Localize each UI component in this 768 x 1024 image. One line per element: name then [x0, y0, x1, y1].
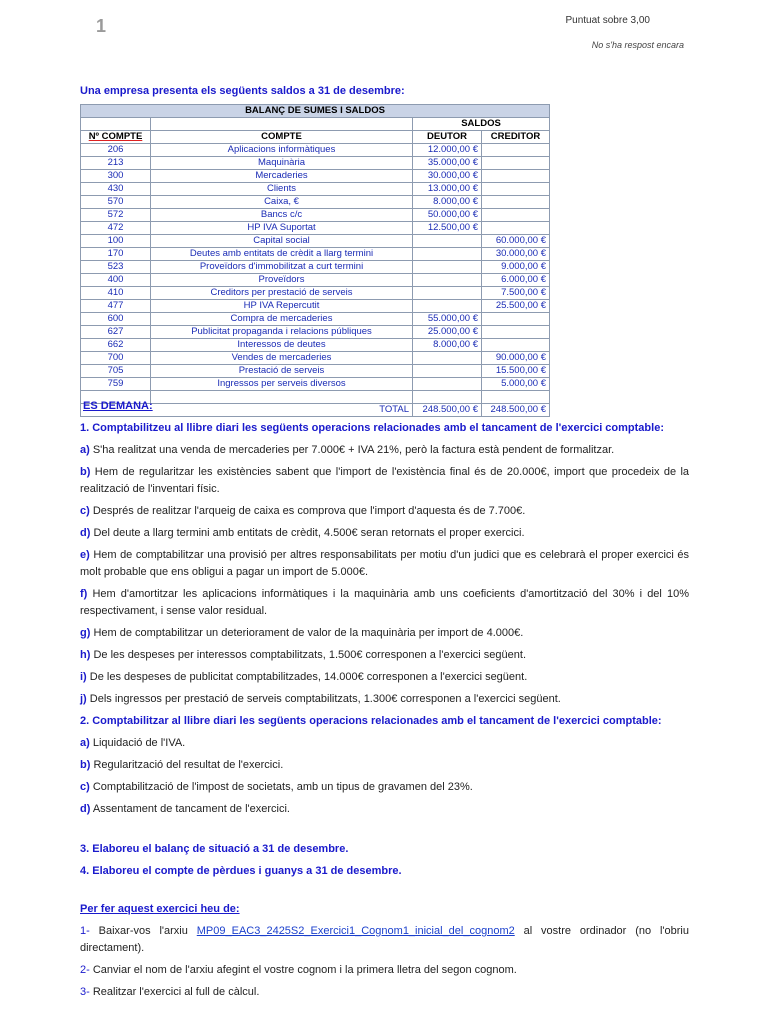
exercise-file-link[interactable]: MP09_EAC3_2425S2_Exercici1_Cognom1_inicial_del_cognom2 [196, 925, 515, 937]
table-row [81, 144, 550, 157]
credit-amount: 6.000,00 € [482, 274, 550, 287]
account-number: 570 [81, 196, 151, 209]
table-row [81, 313, 550, 326]
item-label: c) [80, 505, 90, 517]
list-item [80, 647, 689, 664]
item-text: Dels ingressos per prestació de serveis comptabilitzats, 1.300€ corresponen a l'exercici següent. [89, 693, 561, 705]
saldos-header: SALDOS [413, 118, 550, 131]
table-row [81, 300, 550, 313]
account-name: Publicitat propaganda i relacions públiques [151, 326, 413, 339]
account-number: 430 [81, 183, 151, 196]
debit-amount: 12.500,00 € [413, 222, 482, 235]
table-row [81, 235, 550, 248]
part4-heading: 4. Elaboreu el compte de pèrdues i guanys a 31 de desembre. [80, 865, 402, 877]
debit-amount [413, 300, 482, 313]
credit-amount [482, 313, 550, 326]
list-item [80, 547, 689, 581]
table-row [81, 248, 550, 261]
debit-amount [413, 365, 482, 378]
credit-amount [482, 339, 550, 352]
instructions-heading: Per fer aquest exercici heu de: [80, 903, 240, 915]
item-text: Comptabilització de l'impost de societats, amb un tipus de gravamen del 23%. [92, 781, 473, 793]
item-label: h) [80, 649, 91, 661]
debit-amount: 25.000,00 € [413, 326, 482, 339]
list-item [80, 442, 689, 459]
account-number: 410 [81, 287, 151, 300]
debit-amount: 50.000,00 € [413, 209, 482, 222]
account-number: 206 [81, 144, 151, 157]
account-name: Maquinària [151, 157, 413, 170]
balance-table [80, 104, 550, 417]
account-name: Bancs c/c [151, 209, 413, 222]
debit-amount: 8.000,00 € [413, 196, 482, 209]
list-item [80, 801, 689, 818]
account-number: 472 [81, 222, 151, 235]
item-label: j) [80, 693, 87, 705]
total-credit: 248.500,00 € [482, 404, 550, 417]
item-text: De les despeses de publicitat comptabilitzades, 14.000€ corresponen a l'exercici següent. [89, 671, 528, 683]
item-label: a) [80, 737, 90, 749]
item-text: Regularització del resultat de l'exercici. [93, 759, 284, 771]
question-body [80, 398, 689, 1006]
account-number: 705 [81, 365, 151, 378]
list-item [80, 464, 689, 498]
list-item [80, 735, 689, 752]
table-row [81, 222, 550, 235]
credit-amount: 15.500,00 € [482, 365, 550, 378]
table-row [81, 287, 550, 300]
credit-amount [482, 326, 550, 339]
debit-amount: 30.000,00 € [413, 170, 482, 183]
credit-amount: 9.000,00 € [482, 261, 550, 274]
account-number: 572 [81, 209, 151, 222]
item-label: g) [80, 627, 91, 639]
account-number: 100 [81, 235, 151, 248]
account-name: Prestació de serveis [151, 365, 413, 378]
account-name: Deutes amb entitats de crèdit a llarg termini [151, 248, 413, 261]
item-label: b) [80, 466, 91, 478]
item-label: e) [80, 549, 90, 561]
debit-amount: 13.000,00 € [413, 183, 482, 196]
account-number: 170 [81, 248, 151, 261]
debit-amount: 35.000,00 € [413, 157, 482, 170]
debit-amount [413, 248, 482, 261]
credit-amount [482, 183, 550, 196]
es-demana-heading: ES DEMANA: [83, 400, 153, 412]
credit-amount [482, 170, 550, 183]
account-name: Mercaderies [151, 170, 413, 183]
account-number: 662 [81, 339, 151, 352]
item-label: d) [80, 527, 91, 539]
credit-amount: 30.000,00 € [482, 248, 550, 261]
debit-amount [413, 261, 482, 274]
credit-amount [482, 157, 550, 170]
item-label: a) [80, 444, 90, 456]
total-label: TOTAL [151, 404, 413, 417]
table-row [81, 274, 550, 287]
credit-amount [482, 222, 550, 235]
item-text: S'ha realitzat una venda de mercaderies per 7.000€ + IVA 21%, però la factura està pendent de formalitzar. [92, 444, 615, 456]
part1-heading: 1. Comptabilitzeu al llibre diari les següents operacions relacionades amb el tancament de l'exercici comptable: [80, 422, 664, 434]
table-row [81, 196, 550, 209]
credit-amount: 7.500,00 € [482, 287, 550, 300]
part2-list [80, 735, 689, 818]
table-title: BALANÇ DE SUMES I SALDOS [81, 105, 550, 118]
col-header-account: COMPTE [151, 131, 413, 144]
list-item [80, 503, 689, 520]
account-number: 600 [81, 313, 151, 326]
credit-amount [482, 144, 550, 157]
debit-amount: 8.000,00 € [413, 339, 482, 352]
account-number: 400 [81, 274, 151, 287]
account-name: Compra de mercaderies [151, 313, 413, 326]
account-name: Clients [151, 183, 413, 196]
account-name: Creditors per prestació de serveis [151, 287, 413, 300]
item-label: c) [80, 781, 90, 793]
table-row [81, 157, 550, 170]
table-row [81, 378, 550, 391]
part1-list [80, 442, 689, 708]
question-status: No s'ha respost encara [591, 40, 684, 50]
item-text: Liquidació de l'IVA. [92, 737, 186, 749]
debit-amount [413, 274, 482, 287]
account-name: HP IVA Suportat [151, 222, 413, 235]
item-text: De les despeses per interessos comptabilitzats, 1.500€ corresponen a l'exercici següent. [93, 649, 527, 661]
item-text: Hem de regularitzar les existències sabent que l'import de l'existència final és de 20.000€, import que procedeix de la realització de l'inventari físic. [80, 466, 690, 495]
table-row [81, 261, 550, 274]
account-name: HP IVA Repercutit [151, 300, 413, 313]
item-text: Del deute a llarg termini amb entitats de crèdit, 4.500€ seran retornats el proper exercici. [93, 527, 525, 539]
account-name: Capital social [151, 235, 413, 248]
account-number: 477 [81, 300, 151, 313]
debit-amount [413, 287, 482, 300]
list-item [80, 586, 689, 620]
account-name: Vendes de mercaderies [151, 352, 413, 365]
account-number: 523 [81, 261, 151, 274]
item-text: Hem de comptabilitzar una provisió per altres responsabilitats per motiu d'un judici que es celebrarà el proper exercici és molt probable que ens obligui a pagar un import de 5.000€. [80, 549, 689, 578]
account-number: 759 [81, 378, 151, 391]
list-item [80, 625, 689, 642]
credit-amount: 25.500,00 € [482, 300, 550, 313]
total-debit: 248.500,00 € [413, 404, 482, 417]
credit-amount [482, 209, 550, 222]
instruction-step-1: 1- Baixar-vos l'arxiu MP09_EAC3_2425S2_Exercici1_Cognom1_inicial_del_cognom2 al vostre ordinador (no l'obriu directament). [80, 925, 689, 954]
col-header-debit: DEUTOR [413, 131, 482, 144]
part3-heading: 3. Elaboreu el balanç de situació a 31 de desembre. [80, 843, 349, 855]
account-number: 700 [81, 352, 151, 365]
account-name: Aplicacions informàtiques [151, 144, 413, 157]
item-label: f) [80, 588, 88, 600]
list-item [80, 525, 689, 542]
debit-amount: 12.000,00 € [413, 144, 482, 157]
list-item [80, 779, 689, 796]
debit-amount [413, 235, 482, 248]
table-row [81, 209, 550, 222]
credit-amount: 60.000,00 € [482, 235, 550, 248]
credit-amount [482, 196, 550, 209]
account-name: Caixa, € [151, 196, 413, 209]
debit-amount [413, 352, 482, 365]
table-row [81, 170, 550, 183]
account-number: 300 [81, 170, 151, 183]
credit-amount: 90.000,00 € [482, 352, 550, 365]
account-name: Interessos de deutes [151, 339, 413, 352]
account-name: Proveïdors d'immobilitzat a curt termini [151, 261, 413, 274]
instruction-step-2: 2- Canviar el nom de l'arxiu afegint el vostre cognom i la primera lletra del segon cognom. [80, 964, 517, 976]
account-number: 627 [81, 326, 151, 339]
part2-heading: 2. Comptabilitzar al llibre diari les següents operacions relacionades amb el tancament de l'exercici comptable: [80, 715, 662, 727]
table-row [81, 326, 550, 339]
item-label: i) [80, 671, 87, 683]
account-number: 213 [81, 157, 151, 170]
account-name: Proveïdors [151, 274, 413, 287]
table-row [81, 183, 550, 196]
item-label: d) [80, 803, 91, 815]
balance-table-body [81, 144, 550, 417]
question-number: 1 [96, 16, 107, 36]
table-row [81, 365, 550, 378]
debit-amount [413, 378, 482, 391]
col-header-credit: CREDITOR [482, 131, 550, 144]
intro-text: Una empresa presenta els següents saldos a 31 de desembre: [80, 85, 405, 97]
account-name: Ingressos per serveis diversos [151, 378, 413, 391]
col-header-num: Nº COMPTE [81, 131, 151, 144]
item-text: Assentament de tancament de l'exercici. [92, 803, 290, 815]
question-score: Puntuat sobre 3,00 [565, 15, 650, 26]
list-item [80, 691, 689, 708]
item-text: Hem d'amortitzar les aplicacions informàtiques i la maquinària amb uns coeficients d'amortització del 30% i del 10% respectivament, i sense valor residual. [80, 588, 689, 617]
table-row [81, 352, 550, 365]
instruction-step-3: 3- Realitzar l'exercici al full de càlcul. [80, 986, 260, 998]
debit-amount: 55.000,00 € [413, 313, 482, 326]
item-text: Després de realitzar l'arqueig de caixa es comprova que l'import d'aquesta és de 7.700€. [92, 505, 526, 517]
list-item [80, 757, 689, 774]
table-row [81, 339, 550, 352]
item-label: b) [80, 759, 91, 771]
credit-amount: 5.000,00 € [482, 378, 550, 391]
list-item [80, 669, 689, 686]
item-text: Hem de comptabilitzar un deteriorament de valor de la maquinària per import de 4.000€. [93, 627, 524, 639]
